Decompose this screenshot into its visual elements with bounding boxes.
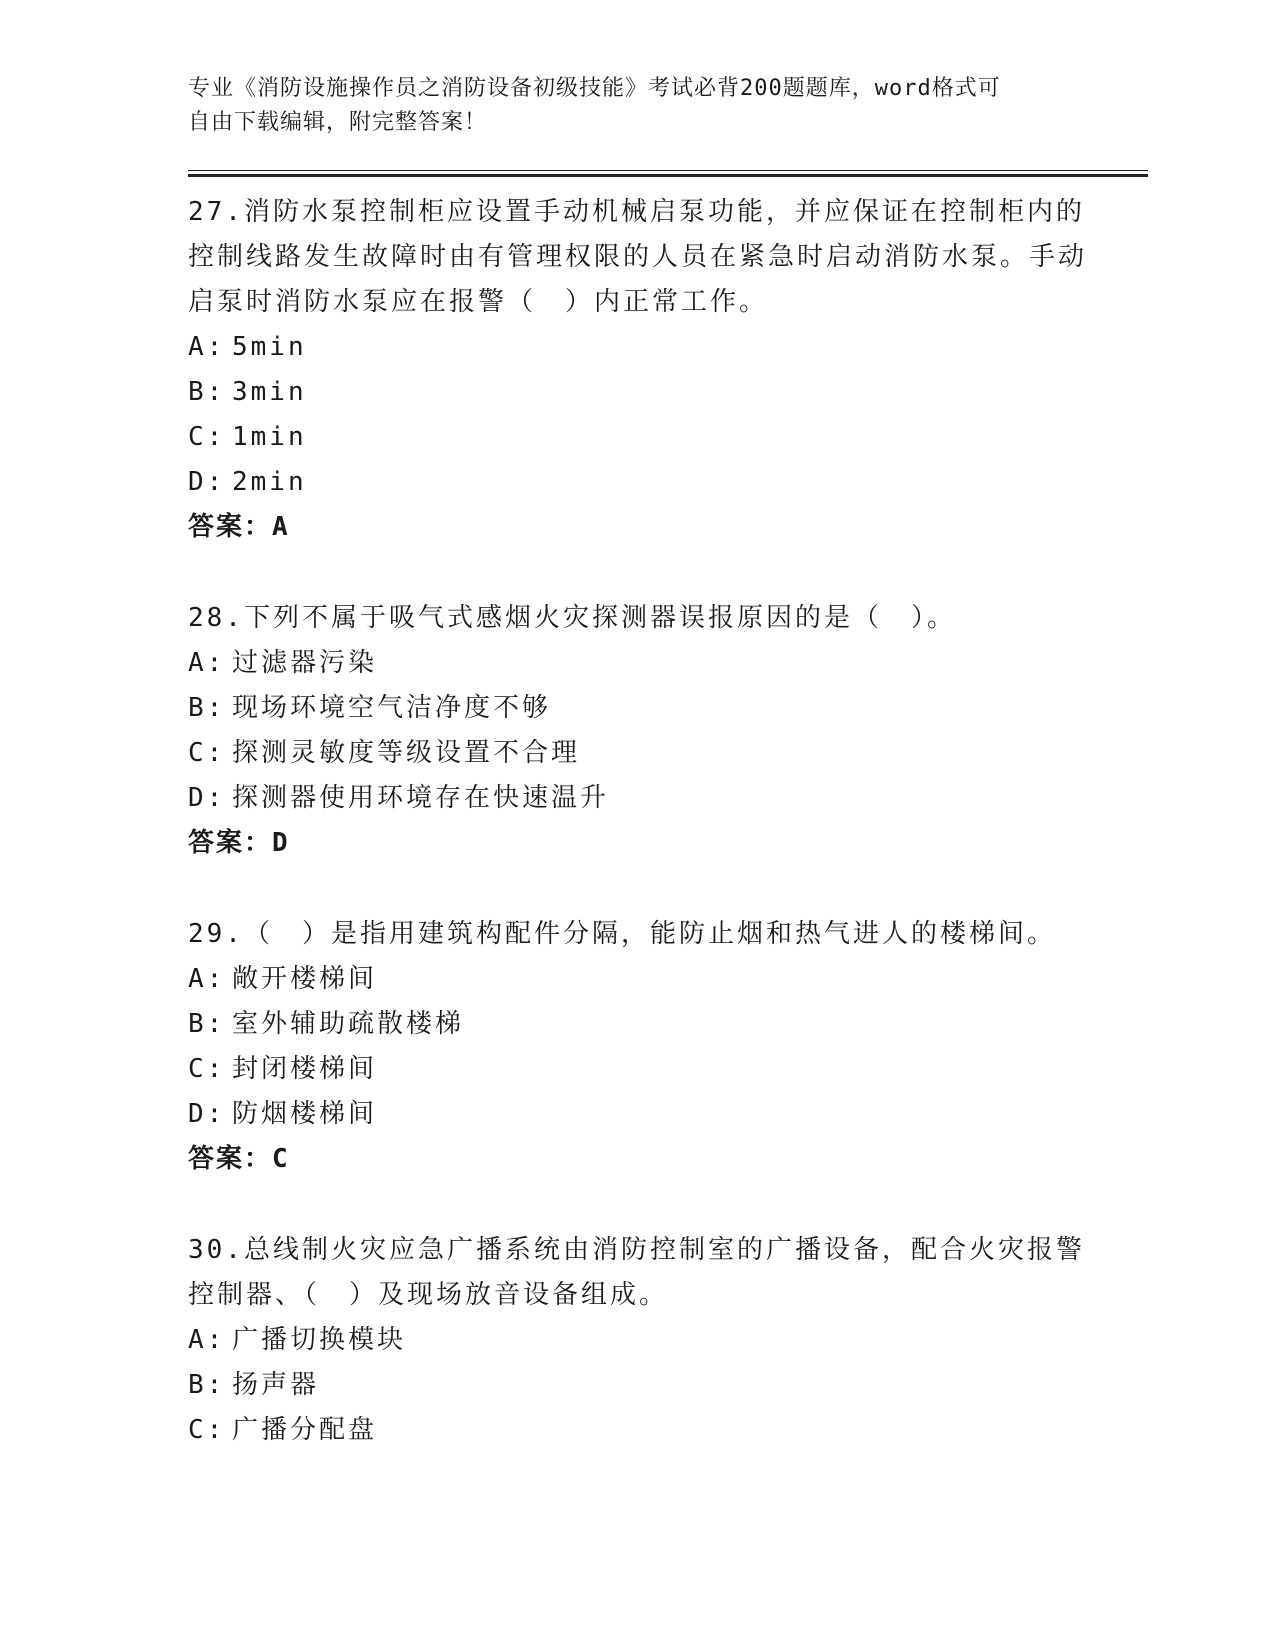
option-letter: B:	[188, 377, 226, 407]
answer-label: 答案：D	[188, 828, 290, 858]
header-divider-thick	[188, 174, 1148, 177]
option-text: 现场环境空气洁净度不够	[232, 693, 552, 723]
option-text: 探测器使用环境存在快速温升	[232, 783, 610, 813]
option-letter: D:	[188, 467, 226, 497]
document-header	[188, 72, 1068, 140]
option-text: 广播切换模块	[232, 1325, 407, 1355]
question-30	[188, 1228, 1088, 1453]
option-text: 扬声器	[232, 1370, 320, 1400]
option-c	[188, 1408, 1088, 1453]
option-b	[188, 370, 1088, 415]
option-letter: A:	[188, 1325, 226, 1355]
option-text: 2min	[232, 467, 307, 497]
option-letter: D:	[188, 1099, 226, 1129]
header-line-1: 专业《消防设施操作员之消防设备初级技能》考试必背200题题库，word格式可	[188, 76, 1001, 101]
question-27	[188, 190, 1088, 550]
option-text: 探测灵敏度等级设置不合理	[232, 738, 581, 768]
option-b	[188, 686, 1088, 731]
option-letter: B:	[188, 1009, 226, 1039]
option-a	[188, 1318, 1088, 1363]
option-letter: C:	[188, 1415, 226, 1445]
option-letter: C:	[188, 1054, 226, 1084]
header-divider-thin	[188, 170, 1148, 171]
option-text: 3min	[232, 377, 307, 407]
option-text: 防烟楼梯间	[232, 1099, 378, 1129]
question-stem: 29.（ ）是指用建筑构配件分隔，能防止烟和热气进人的楼梯间。	[188, 919, 1056, 949]
option-text: 广播分配盘	[232, 1415, 378, 1445]
option-text: 室外辅助疏散楼梯	[232, 1009, 465, 1039]
option-letter: B:	[188, 693, 226, 723]
option-letter: A:	[188, 332, 226, 362]
option-c	[188, 1047, 1088, 1092]
option-text: 1min	[232, 422, 307, 452]
option-text: 5min	[232, 332, 307, 362]
option-b	[188, 1363, 1088, 1408]
question-28	[188, 596, 1088, 866]
question-list	[188, 190, 1088, 1499]
answer-label: 答案：C	[188, 1144, 290, 1174]
question-stem: 28.下列不属于吸气式感烟火灾探测器误报原因的是（ ）。	[188, 603, 956, 633]
option-letter: D:	[188, 783, 226, 813]
option-letter: A:	[188, 648, 226, 678]
header-line-2: 自由下载编辑，附完整答案！	[188, 110, 488, 135]
option-letter: B:	[188, 1370, 226, 1400]
option-a	[188, 641, 1088, 686]
option-a	[188, 325, 1088, 370]
option-b	[188, 1002, 1088, 1047]
answer-label: 答案：A	[188, 512, 290, 542]
option-letter: C:	[188, 422, 226, 452]
option-c	[188, 731, 1088, 776]
option-text: 敞开楼梯间	[232, 964, 378, 994]
option-a	[188, 957, 1088, 1002]
option-d	[188, 1092, 1088, 1137]
option-letter: A:	[188, 964, 226, 994]
option-d	[188, 776, 1088, 821]
option-c	[188, 415, 1088, 460]
question-29	[188, 912, 1088, 1182]
option-letter: C:	[188, 738, 226, 768]
question-stem: 30.总线制火灾应急广播系统由消防控制室的广播设备，配合火灾报警控制器、（ ）及现场放音设备组成。	[188, 1235, 1085, 1310]
option-text: 过滤器污染	[232, 648, 378, 678]
question-stem: 27.消防水泵控制柜应设置手动机械启泵功能，并应保证在控制柜内的控制线路发生故障时由有管理权限的人员在紧急时启动消防水泵。手动启泵时消防水泵应在报警（ ）内正常工作。	[188, 197, 1088, 317]
option-text: 封闭楼梯间	[232, 1054, 378, 1084]
option-d	[188, 460, 1088, 505]
